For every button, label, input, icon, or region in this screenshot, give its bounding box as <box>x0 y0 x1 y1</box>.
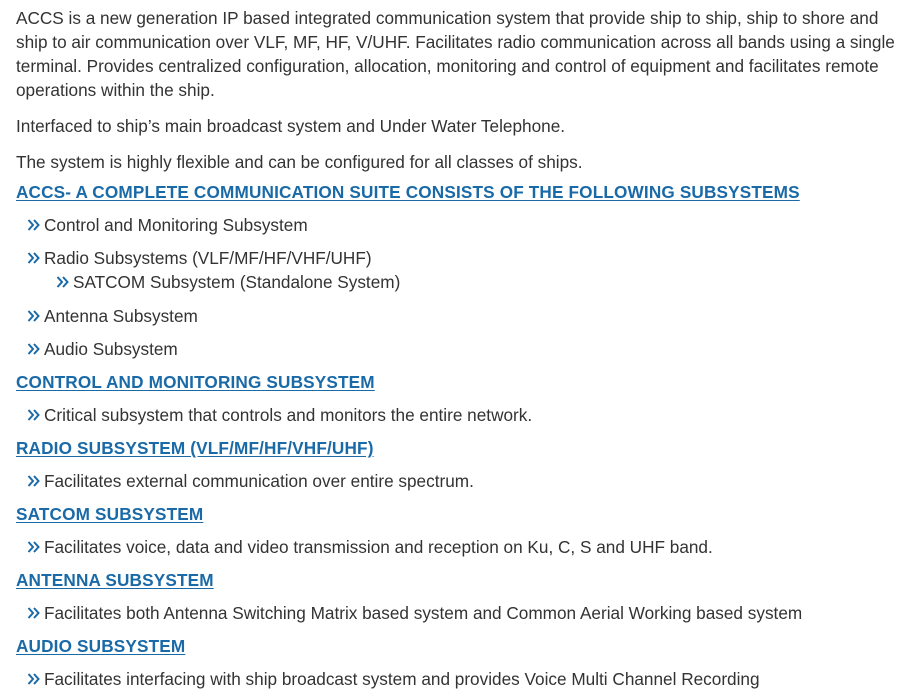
list-item <box>16 601 905 625</box>
audio-subsystem-points <box>16 667 905 691</box>
list-item-label: Audio Subsystem <box>44 339 178 359</box>
list-item-label: Facilitates both Antenna Switching Matrix based system and Common Aerial Working based system <box>44 603 803 623</box>
list-item <box>16 667 905 691</box>
radio-subsystem-heading-link[interactable]: RADIO SUBSYSTEM (VLF/MF/HF/VHF/UHF) <box>16 438 374 458</box>
list-item <box>16 213 905 237</box>
suite-subsystem-list <box>16 213 905 361</box>
double-chevron-right-icon <box>27 342 41 356</box>
satcom-subsystem-heading-link[interactable]: SATCOM SUBSYSTEM <box>16 504 204 524</box>
double-chevron-right-icon <box>27 309 41 323</box>
list-item <box>16 469 905 493</box>
suite-heading-link[interactable]: ACCS- A COMPLETE COMMUNICATION SUITE CONSISTS OF THE FOLLOWING SUBSYSTEMS <box>16 182 800 202</box>
control-monitoring-points <box>16 403 905 427</box>
list-subitem <box>16 270 905 294</box>
double-chevron-right-icon <box>27 540 41 554</box>
antenna-subsystem-points <box>16 601 905 625</box>
list-item <box>16 246 905 270</box>
double-chevron-right-icon <box>27 672 41 686</box>
double-chevron-right-icon <box>27 408 41 422</box>
intro-paragraph: ACCS is a new generation IP based integrated communication system that provide ship to ship, ship to shore and ship to air communication over VLF, MF, HF, V/UHF. Facilitates radio communication across all bands using a single terminal. Provides centralized configuration, allocation, monitoring and control of equipment and facilitates remote operations within the ship. <box>16 8 895 100</box>
list-item-label: SATCOM Subsystem (Standalone System) <box>73 272 401 292</box>
control-monitoring-heading-link[interactable]: CONTROL AND MONITORING SUBSYSTEM <box>16 372 375 392</box>
list-item-label: Control and Monitoring Subsystem <box>44 215 308 235</box>
list-item-label: Critical subsystem that controls and monitors the entire network. <box>44 405 533 425</box>
list-item <box>16 403 905 427</box>
antenna-subsystem-heading-link[interactable]: ANTENNA SUBSYSTEM <box>16 570 214 590</box>
list-item <box>16 535 905 559</box>
list-item-label: Facilitates voice, data and video transmission and reception on Ku, C, S and UHF band. <box>44 537 713 557</box>
radio-subsystem-points <box>16 469 905 493</box>
list-item-label: Facilitates interfacing with ship broadcast system and provides Voice Multi Channel Recording <box>44 669 760 689</box>
list-item <box>16 337 905 361</box>
list-item-label: Antenna Subsystem <box>44 306 198 326</box>
list-item <box>16 304 905 328</box>
double-chevron-right-icon <box>27 218 41 232</box>
list-item-label: Radio Subsystems (VLF/MF/HF/VHF/UHF) <box>44 248 372 268</box>
double-chevron-right-icon <box>56 275 70 289</box>
audio-subsystem-heading-link[interactable]: AUDIO SUBSYSTEM <box>16 636 186 656</box>
double-chevron-right-icon <box>27 606 41 620</box>
interface-paragraph: Interfaced to ship’s main broadcast system and Under Water Telephone. <box>16 116 566 136</box>
double-chevron-right-icon <box>27 474 41 488</box>
list-item-label: Facilitates external communication over entire spectrum. <box>44 471 474 491</box>
flexibility-paragraph: The system is highly flexible and can be configured for all classes of ships. <box>16 152 583 172</box>
satcom-subsystem-points <box>16 535 905 559</box>
double-chevron-right-icon <box>27 251 41 265</box>
